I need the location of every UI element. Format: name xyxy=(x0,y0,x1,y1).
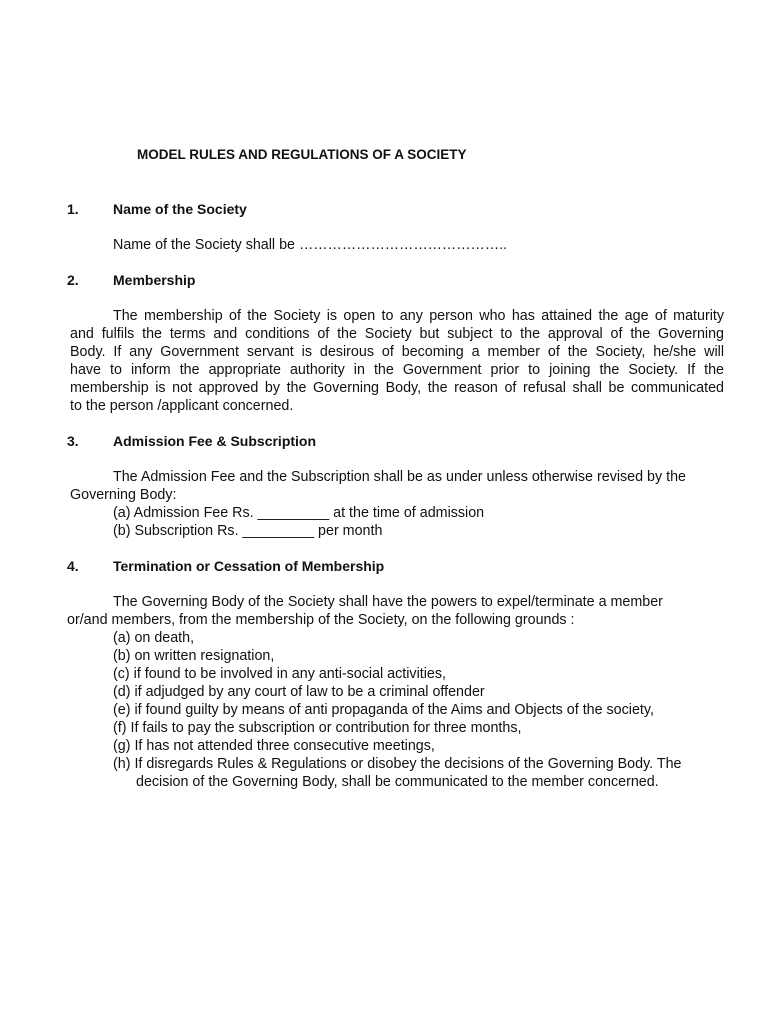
body-line: and fulfils the terms and conditions of the Society but subject to the approval of the Governing xyxy=(70,326,724,342)
list-item: (b) Subscription Rs. _________ per month xyxy=(113,523,383,539)
section-4-body xyxy=(67,593,727,629)
section-2-heading xyxy=(67,272,195,288)
section-3-list xyxy=(113,504,484,540)
list-item: (g) If has not attended three consecutive meetings, xyxy=(113,738,435,754)
body-line: membership is not approved by the Governing Body, the reason of refusal shall be communicated xyxy=(70,380,724,396)
body-line: Body. If any Government servant is desirous of becoming a member of the Society, he/she will xyxy=(70,344,724,360)
section-number: 4. xyxy=(67,558,79,574)
section-4-list xyxy=(113,629,681,791)
list-item: (a) on death, xyxy=(113,630,195,646)
body-line: or/and members, from the membership of the Society, on the following grounds : xyxy=(67,612,575,628)
section-number: 3. xyxy=(67,433,79,449)
section-1-body xyxy=(113,236,553,254)
list-item: (a) Admission Fee Rs. _________ at the time of admission xyxy=(113,505,485,521)
list-item: (f) If fails to pay the subscription or contribution for three months, xyxy=(113,720,522,736)
body-line: The Admission Fee and the Subscription shall be as under unless otherwise revised by the xyxy=(113,469,686,485)
section-4-heading xyxy=(67,558,384,574)
body-line: Name of the Society shall be …………………………………….. xyxy=(113,237,508,253)
body-line: The membership of the Society is open to any person who has attained the age of maturity xyxy=(113,308,724,324)
body-line: The Governing Body of the Society shall have the powers to expel/terminate a member xyxy=(113,594,663,610)
list-item: (d) if adjudged by any court of law to be a criminal offender xyxy=(113,684,485,700)
list-item: (b) on written resignation, xyxy=(113,648,275,664)
list-item: (h) If disregards Rules & Regulations or disobey the decisions of the Governing Body. The xyxy=(113,756,682,772)
section-title: Admission Fee & Subscription xyxy=(113,433,317,449)
document-title: MODEL RULES AND REGULATIONS OF A SOCIETY xyxy=(137,147,467,162)
body-line: to the person /applicant concerned. xyxy=(70,398,294,414)
body-line: have to inform the appropriate authority in the Government prior to joining the Society. If the xyxy=(70,362,724,378)
section-title: Membership xyxy=(113,272,196,288)
body-line: Governing Body: xyxy=(70,487,177,503)
list-item-continuation: decision of the Governing Body, shall be communicated to the member concerned. xyxy=(136,774,659,790)
section-number: 1. xyxy=(67,201,79,217)
section-2-body xyxy=(70,307,724,415)
section-number: 2. xyxy=(67,272,79,288)
section-1-heading xyxy=(67,201,247,217)
section-title: Name of the Society xyxy=(113,201,247,217)
list-item: (c) if found to be involved in any anti-social activities, xyxy=(113,666,446,682)
section-3-body xyxy=(70,468,724,504)
section-title: Termination or Cessation of Membership xyxy=(113,558,385,574)
list-item: (e) if found guilty by means of anti propaganda of the Aims and Objects of the society, xyxy=(113,702,654,718)
section-3-heading xyxy=(67,433,316,449)
